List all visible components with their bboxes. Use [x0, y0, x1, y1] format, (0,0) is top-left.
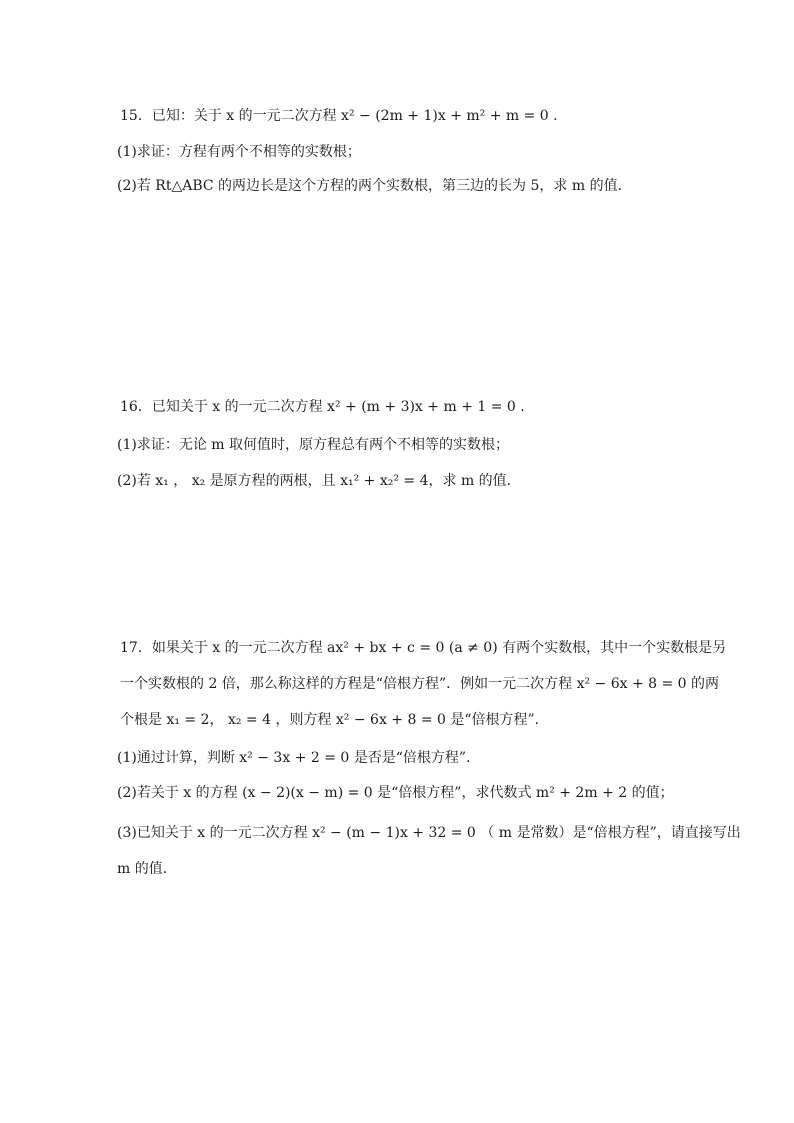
- q17-part-3-line-2: m 的值．: [117, 861, 177, 877]
- q17-part-3-line-1: (3)已知关于 x 的一元二次方程 x² − (m − 1)x + 32 = 0 （ m 是常数）是“倍根方程”，请直接写出: [117, 825, 741, 841]
- q16-part-1: (1)求证：无论 m 取何值时，原方程总有两个不相等的实数根；: [117, 437, 510, 453]
- q17-stem-line-1: 17．如果关于 x 的一元二次方程 ax² + bx + c = 0 (a ≠ 0) 有两个实数根，其中一个实数根是另: [120, 640, 727, 656]
- q15-stem: 15．已知：关于 x 的一元二次方程 x² − (2m + 1)x + m² + m = 0 .: [120, 108, 558, 124]
- q16-part-2: (2)若 x₁ ， x₂ 是原方程的两根，且 x₁² + x₂² = 4，求 m 的值．: [117, 473, 521, 489]
- q16-stem: 16．已知关于 x 的一元二次方程 x² + (m + 3)x + m + 1 = 0 .: [120, 399, 525, 415]
- q17-part-2: (2)若关于 x 的方程 (x − 2)(x − m) = 0 是“倍根方程”，求代数式 m² + 2m + 2 的值；: [117, 785, 674, 801]
- q17-stem-line-2: 一个实数根的 2 倍，那么称这样的方程是“倍根方程”．例如一元二次方程 x² − 6x + 8 = 0 的两: [120, 676, 720, 692]
- q15-part-2: (2)若 Rt△ABC 的两边长是这个方程的两个实数根，第三边的长为 5，求 m 的值．: [117, 178, 632, 194]
- q17-stem-line-3: 个根是 x₁ = 2， x₂ = 4 ，则方程 x² − 6x + 8 = 0 是“倍根方程”．: [120, 712, 549, 728]
- q17-part-1: (1)通过计算，判断 x² − 3x + 2 = 0 是否是“倍根方程”．: [117, 750, 481, 766]
- q15-part-1: (1)求证：方程有两个不相等的实数根；: [117, 144, 361, 160]
